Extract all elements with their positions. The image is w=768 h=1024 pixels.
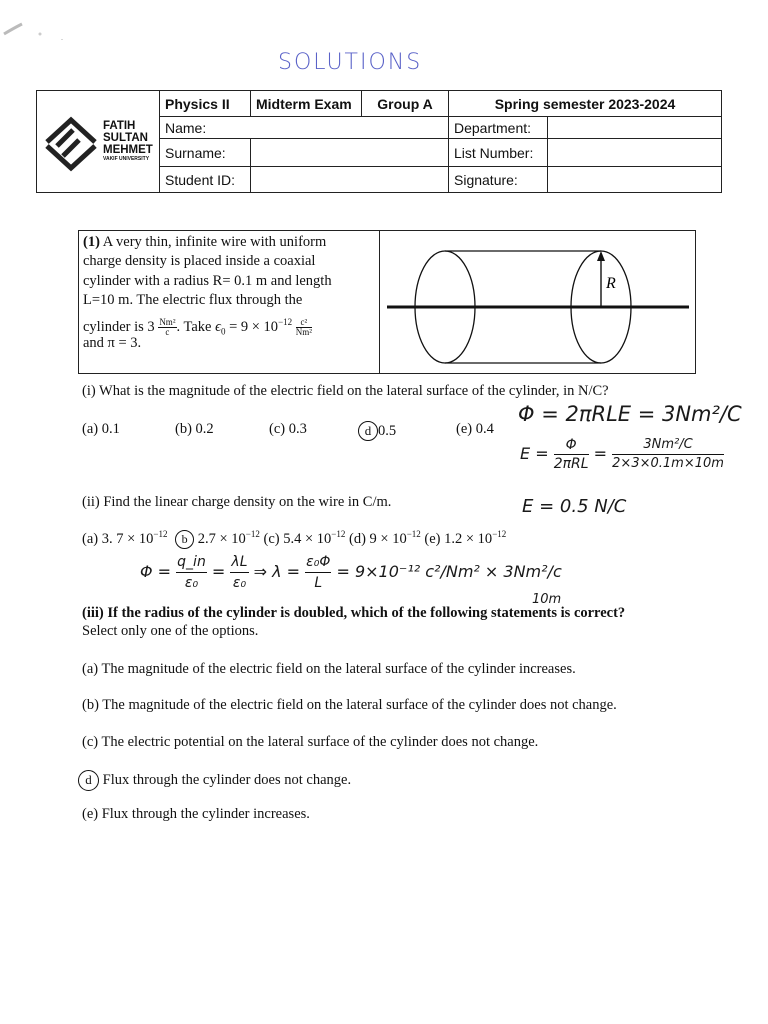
q3-option-d-circled: d	[78, 770, 99, 791]
handwritten-length-denominator: 10m	[532, 592, 562, 607]
course-cell: Physics II	[160, 91, 251, 117]
list-number-field[interactable]	[548, 139, 722, 167]
q3-option-c[interactable]: (c) The electric potential on the lateral surface of the cylinder does not change.	[82, 734, 539, 750]
q1-option-a[interactable]: (a) 0.1	[82, 421, 120, 437]
cylinder-figure	[383, 235, 693, 369]
q2-option-c[interactable]: (c) $5.4 \times 10^{-12}$	[263, 529, 346, 547]
q2-option-a[interactable]: (a) 3. $7 \times 10^{-12}$	[82, 529, 168, 547]
question-i: (i) What is the magnitude of the electric field on the lateral surface of the cylinder, in N/C?	[82, 383, 609, 399]
q3-option-e[interactable]: (e) Flux through the cylinder increases.	[82, 806, 310, 822]
handwritten-field-equation: E = $\frac{\Phi}{\text{2πRL}}$ = $\frac{\text{3Nm²/C}}{2\times 3\times 0.1m\times 10m}$	[520, 437, 724, 472]
department-label: Department:	[449, 117, 548, 139]
box-divider	[379, 231, 380, 373]
logo-line-1: FATIH	[103, 119, 136, 132]
student-id-label: Student ID:	[160, 167, 251, 193]
handwritten-flux-equation: Φ = 2πRLE = 3Nm²/C	[518, 402, 742, 426]
q1-option-c[interactable]: (c) 0.3	[269, 421, 307, 437]
q1-option-e[interactable]: (e) 0.4	[456, 421, 494, 437]
q3-option-d[interactable]: d Flux through the cylinder does not change.	[78, 770, 351, 791]
handwritten-charge-density-work: Φ = $\frac{q\_in}{\text{ε₀}}$ = $\frac{\lambda L}{\text{ε₀}}$ ⇒ λ = $\frac{\text{ε₀Φ}}{L}$ = 9×10⁻¹² c²/Nm² × 3Nm²/c	[140, 554, 562, 591]
group-cell: Group A	[362, 91, 449, 117]
university-logo-icon	[43, 116, 103, 172]
signature-label: Signature:	[449, 167, 548, 193]
surname-label: Surname:	[160, 139, 251, 167]
student-id-field[interactable]	[251, 167, 449, 193]
radius-label: R	[606, 275, 616, 292]
question-iii: (iii) If the radius of the cylinder is doubled, which of the following statements is correct?	[82, 605, 626, 621]
problem-number: (1)	[83, 234, 100, 250]
q3-option-a[interactable]: (a) The magnitude of the electric field on the lateral surface of the cylinder increases.	[82, 661, 576, 677]
exam-header-table	[36, 90, 722, 193]
handwritten-field-result: E = 0.5 N/C	[522, 496, 627, 517]
q1-option-b[interactable]: (b) 0.2	[175, 421, 214, 437]
surname-field[interactable]	[251, 139, 449, 167]
list-number-label: List Number:	[449, 139, 548, 167]
problem-box	[78, 230, 696, 374]
q3-option-b[interactable]: (b) The magnitude of the electric field on the lateral surface of the cylinder does not change.	[82, 697, 617, 713]
question-ii: (ii) Find the linear charge density on the wire in C/m.	[82, 494, 392, 510]
logo-line-4: VAKIF UNIVERSITY	[103, 155, 150, 162]
university-logo	[37, 91, 160, 193]
question-iii-instruction: Select only one of the options.	[82, 623, 259, 639]
q2-option-b[interactable]: b $2.7 \times 10^{-12}$	[175, 531, 260, 547]
logo-line-2: SULTAN	[103, 131, 148, 144]
q2-option-d[interactable]: (d) $9 \times 10^{-12}$	[348, 529, 421, 547]
q2-option-e[interactable]: (e) $1.2 \times 10^{-12}$	[424, 529, 507, 547]
q2-option-b-circled: b	[175, 530, 194, 549]
q2-options	[82, 529, 506, 549]
logo-line-3: MEHMET	[103, 143, 153, 156]
solutions-heading: SOLUTIONS	[278, 50, 423, 75]
scan-mark	[0, 10, 90, 40]
signature-field[interactable]	[548, 167, 722, 193]
name-label: Name:	[160, 117, 449, 139]
exam-cell: Midterm Exam	[251, 91, 362, 117]
semester-cell: Spring semester 2023-2024	[449, 91, 722, 117]
q1-option-d-circled: d	[358, 421, 378, 441]
q1-option-d[interactable]: d 0.5	[358, 421, 396, 441]
problem-statement: (1) A very thin, infinite wire with uniform charge density is placed inside a coaxial cylinder with a radius R= 0.1 m and length L=10 m. The electric flux through the cylinder is 3 $\frac{\text{Nm²}}{c}$ . Take $\epsilon_0 = 9 \times 10^{-12}$ $\frac{\text{c²}}{\text{Nm²}}$ and π = 3.	[83, 234, 332, 352]
department-field[interactable]	[548, 117, 722, 139]
